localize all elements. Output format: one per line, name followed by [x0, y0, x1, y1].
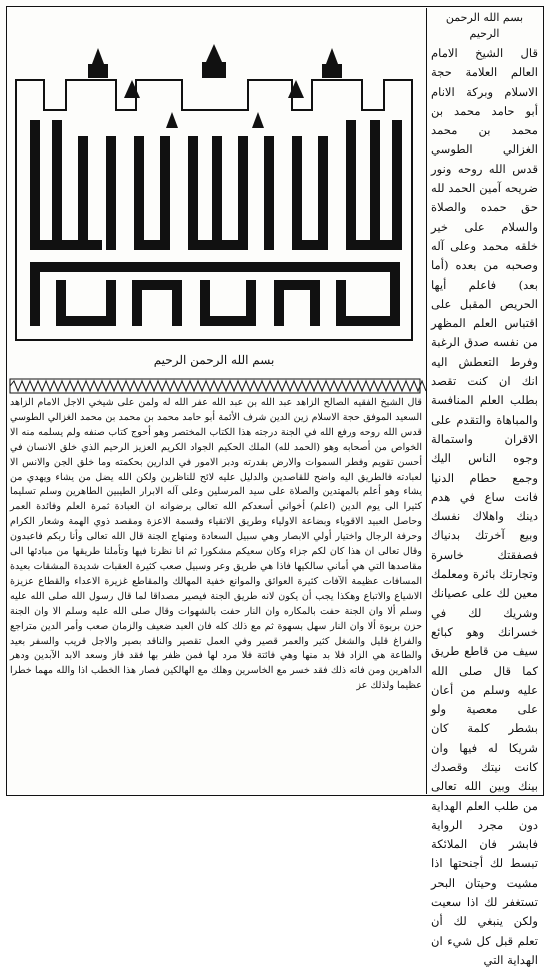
kufic-calligraphy-panel [12, 40, 416, 380]
main-text-block [10, 396, 422, 788]
ornament-band [10, 378, 420, 394]
main-text: قال الشيخ الفقيه الصالح الزاهد عبد الله بن عبد الله عفر الله له ولمن على شيخي الاجل الامام الزاهد السعيد الموفق حجة الاسلام زين الدين شرف الأئمة أبو حامد محمد بن محمد بن محمد الغزالي الطوسي قدس الله روحه ورفع الله في الجنة درجته هذا الكتاب المختصر وهو أحوج كتاب صنفه ولم يسلمه منه الا الخواص من أصحابه وهو (الحمد لله) الملك الحكيم الجواد الكريم العزيز الرحيم الذي خلق الانسان في أحسن تقويم وفطر السموات والارض بقدرته ودبر الامور في الدارين بحكمته وما خلق الجن والانس الا لعبادته فالطريق اليه واضح للقاصدين والدليل عليه لائح للناظرين ولكن الله يضل من يشاء ويهدي من يشاء وهو أعلم بالمهتدين والصلاة على سيد المرسلين وعلى آله الابرار الطيبين الطاهرين وسلم تسليما كثيرا الى يوم الدين (اعلم) أخواني أسعدكم الله تعالى برضوانه ان العبادة ثمرة العلم وفائدة العمر وحاصل العبيد الاقوياء وبضاعة الاولياء وطريق الاتقياء وقسمة الاعزة ومقصد ذوي الهمة وشعار الكرام وحرفة الرجال واختيار أولي الابصار وهي سبيل السعادة ومنهاج الجنة قال الله تعالى وأنا ربكم فاعبدون وقال تعالى ان هذا كان لكم جزاء وكان سعيكم مشكورا ثم انا نظرنا فيها وتأملنا طريقها من مبادئها الى مقاصدها التي هي أماني سالكيها فاذا هي طريق وعر وسبيل صعب كثيرة العقبات شديدة المشقات بعيدة المسافات عظيمة الآفات كثيرة العوائق والموانع خفية المهالك والمقاطع غزيرة الاعداء والقطاع عزيزة الاشياع والاتباع وهكذا يجب أن يكون لانه طريق الجنة فيصير مصداقا لما قال رسول الله صلى الله عليه وسلم ألا وان الجنة حفت بالمكاره وان النار حفت بالشهوات وقال صلى الله عليه وسلم الا وان الجنة حزن بربوة ألا وان النار سهل بسهوة ثم مع ذلك كله فان العبد ضعيف والزمان صعب وأمر الدين متراجع والفراغ قليل والشغل كثير والعمر قصير وفي العمل تقصير والناقد بصير والاجل قريب والسفر بعيد والطاعة هي الزاد فلا بد منها وهي فائتة فلا مرد لها فمن ظفر بها فقد فاز وسعد الابد الآبدين ودهر الداهرين ومن فاته ذلك فقد خسر مع الخاسرين وهلك مع الهالكين فصار هذا الخطب اذا والله مهما خطرا عظيما ولذلك عز [10, 397, 422, 692]
main-basmala: بسم الله الرحمن الرحيم [153, 353, 275, 367]
margin-heading: بسم الله الرحمن الرحيم [445, 11, 524, 40]
margin-column [426, 8, 542, 967]
kufic-calligraphy-graphic [12, 40, 416, 350]
margin-text: قال الشيخ الامام العالم العلامة حجة الاسلام وبركة الانام أبو حامد محمد بن محمد بن محمد الغزالي الطوسي قدس الله روحه ونور ضريحه آمين الحمد لله حق حمده والصلاة والسلام على خير خلقه محمد وعلى آله وصحبه من بعده (أما بعد) فاعلم أيها الحريص المقبل على اقتباس العلم المظهر من نفسه صدق الرغبة وفرط التعطش اليه انك ان كنت تقصد بطلب العلم المنافسة والمباهاة والتقدم على الاقران واستمالة وجوه الناس اليك وجمع حطام الدنيا فانت ساع في هدم دينك واهلاك نفسك وبيع آخرتك بدنياك فصفقتك خاسرة وتجارتك بائرة ومعلمك معين لك على عصيانك وشريك لك في خسرانك وهو كبائع سيف من قاطع طريق كما قال صلى الله عليه وسلم من أعان على معصية ولو بشطر كلمة كان شريكا له فيها وان كانت نيتك وقصدك بينك وبين الله تعالى من طلب العلم الهداية دون مجرد الرواية فابشر فان الملائكة تبسط لك أجنحتها اذا مشيت وحيتان البحر تستغفر لك اذا سعيت ولكن ينبغي لك أن تعلم قبل كل شيء ان الهداية التي [431, 46, 538, 967]
